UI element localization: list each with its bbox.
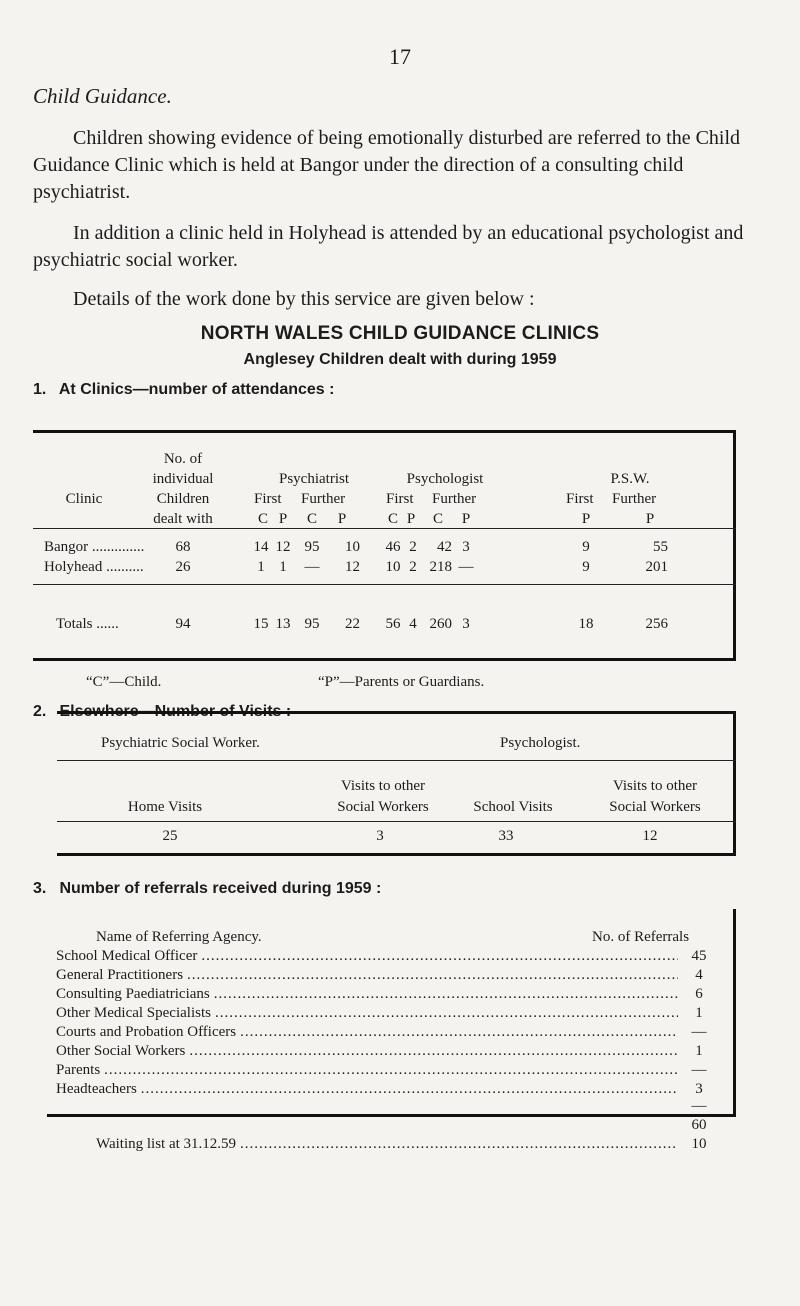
row-children: 68 [175, 539, 191, 555]
leader-dots [215, 1005, 678, 1022]
row-value: 95 [304, 539, 320, 555]
row-value: 2 [409, 559, 417, 575]
referral-count: 6 [695, 986, 703, 1002]
total-referrals: 60 [691, 1117, 707, 1133]
list-item [56, 948, 716, 965]
totals-value: 3 [462, 616, 470, 632]
header-psychiatrist-further: Further [301, 491, 346, 507]
list-item [56, 1062, 716, 1079]
heading-clinics: NORTH WALES CHILD GUIDANCE CLINICS [200, 323, 600, 344]
row-clinic: Bangor .............. [44, 539, 145, 555]
section1-heading [33, 381, 334, 399]
totals-value: 13 [275, 616, 291, 632]
agency-name: Courts and Probation Officers [56, 1024, 237, 1040]
waiting-list-label: Waiting list at 31.12.59 [96, 1136, 237, 1152]
list-item [56, 1081, 716, 1098]
header-psw-first: First [566, 491, 594, 507]
totals-value: 94 [175, 616, 191, 632]
value-home-visits: 25 [162, 828, 178, 844]
header-children-3: Children [156, 491, 210, 507]
value-school-visits: 33 [498, 828, 514, 844]
key-parents: “P”—Parents or Guardians. [318, 674, 485, 690]
list-item [56, 967, 716, 984]
row-value: 46 [385, 539, 401, 555]
row-children: 26 [175, 559, 191, 575]
header-children-1: No. of [163, 451, 203, 467]
row-value: 218 [429, 559, 452, 575]
row-value: 55 [653, 539, 668, 555]
totals-label-text: Totals [56, 616, 93, 632]
header-clinic: Clinic [65, 491, 103, 507]
header-p: P [278, 511, 288, 527]
section3-title: Number of referrals received during 1959 : [59, 880, 382, 897]
paragraph-holyhead-text: In addition a clinic held in Holyhead is attended by an educational psychologist and psychiatric social worker. [33, 222, 744, 271]
header-c: C [387, 511, 398, 527]
row-clinic-label: Holyhead [44, 559, 103, 575]
referral-count: — [691, 1024, 707, 1040]
row-value: 1 [257, 559, 265, 575]
referral-count: 1 [695, 1043, 703, 1059]
header-other-sw2-1: Visits to other [612, 778, 698, 794]
referral-count: 3 [695, 1081, 703, 1097]
row-value: 10 [345, 539, 360, 555]
row-value: — [458, 559, 474, 575]
section1-number: 1. [33, 381, 47, 398]
header-home-visits: Home Visits [127, 799, 203, 815]
leader-dots [214, 986, 678, 1003]
agency-name: School Medical Officer [56, 948, 198, 964]
row-value: — [304, 559, 320, 575]
value-other-sw2: 12 [642, 828, 658, 844]
heading-subtitle: Anglesey Children dealt with during 1959 [243, 351, 557, 368]
header-school-visits: School Visits [473, 799, 553, 815]
section3-number: 3. [33, 880, 47, 897]
agency-name: Headteachers [56, 1081, 137, 1097]
agency-name: Other Social Workers [56, 1043, 186, 1059]
leader-dots [189, 1043, 678, 1060]
header-p: P [337, 511, 347, 527]
agency-name: Other Medical Specialists [56, 1005, 211, 1021]
paragraph-details [33, 286, 763, 313]
total-rule: — [691, 1098, 707, 1114]
row-value: 12 [345, 559, 360, 575]
section1-title: At Clinics—number of attendances : [58, 381, 335, 398]
section-title: Child Guidance. [33, 84, 172, 108]
paragraph-intro-text: Children showing evidence of being emotionally disturbed are referred to the Child Guidance Clinic which is held at Bangor under the direction of a consulting child psychiatrist. [33, 127, 741, 203]
row-value: 14 [253, 539, 269, 555]
header-other-sw2-2: Social Workers [609, 799, 701, 815]
group-psw: Psychiatric Social Worker. [101, 735, 260, 751]
row-value: 42 [437, 539, 452, 555]
header-psw: P.S.W. [610, 471, 650, 487]
referral-count: — [691, 1062, 707, 1078]
key-child: “C”—Child. [86, 674, 162, 690]
header-c: C [306, 511, 317, 527]
section2-number: 2. [33, 703, 47, 720]
header-agency: Name of Referring Agency. [96, 929, 262, 945]
header-p: P [406, 511, 416, 527]
paragraph-holyhead [33, 220, 763, 274]
waiting-list-count: 10 [691, 1136, 707, 1152]
waiting-list-row [96, 1136, 716, 1153]
header-c: C [257, 511, 268, 527]
header-psychiatrist: Psychiatrist [279, 471, 349, 487]
totals-value: 4 [409, 616, 417, 632]
row-clinic-label: Bangor [44, 539, 89, 555]
agency-name: General Practitioners [56, 967, 184, 983]
leader-dots [240, 1024, 678, 1041]
leader-dots [201, 948, 678, 965]
table-divider [57, 760, 736, 761]
list-item [56, 1005, 716, 1022]
row-value: 2 [409, 539, 417, 555]
header-other-sw-2: Social Workers [337, 799, 429, 815]
totals-value: 15 [253, 616, 269, 632]
paragraph-details-text: Details of the work done by this service are given below : [73, 288, 535, 310]
totals-label: Totals ...... [56, 616, 119, 632]
leader-dots [104, 1062, 678, 1079]
row-value: 9 [582, 559, 590, 575]
referral-count: 1 [695, 1005, 703, 1021]
header-psychologist-first: First [386, 491, 414, 507]
section2-title: Elsewhere—Number of Visits : [59, 703, 292, 720]
header-other-sw-1: Visits to other [340, 778, 426, 794]
list-item [56, 1043, 716, 1060]
referral-count: 45 [691, 948, 707, 964]
table-divider [57, 821, 736, 822]
totals-value: 256 [645, 616, 668, 632]
header-c: C [432, 511, 443, 527]
section3-heading [33, 880, 381, 898]
row-value: 9 [582, 539, 590, 555]
leader-dots [187, 967, 678, 984]
referral-count: 4 [695, 967, 703, 983]
table-divider [33, 528, 736, 529]
group-psychologist: Psychologist. [500, 735, 581, 751]
header-psw-further: Further [612, 491, 657, 507]
header-psychologist: Psychologist [406, 471, 484, 487]
list-item [56, 986, 716, 1003]
header-p: P [461, 511, 471, 527]
page-number: 17 [389, 44, 411, 69]
agency-name: Parents [56, 1062, 101, 1078]
totals-value: 95 [304, 616, 320, 632]
header-p: P [581, 511, 591, 527]
row-value: 1 [279, 559, 287, 575]
agency-name: Consulting Paediatricians [56, 986, 210, 1002]
header-psychiatrist-first: First [254, 491, 282, 507]
header-p: P [645, 511, 655, 527]
row-value: 201 [645, 559, 668, 575]
table-divider [33, 584, 736, 585]
header-children-2: individual [152, 471, 214, 487]
row-value: 12 [275, 539, 291, 555]
row-value: 3 [462, 539, 470, 555]
row-clinic: Holyhead .......... [44, 559, 144, 575]
leader-dots [240, 1136, 678, 1153]
paragraph-intro [33, 125, 763, 206]
totals-value: 260 [429, 616, 452, 632]
header-psychologist-further: Further [432, 491, 477, 507]
totals-value: 18 [578, 616, 594, 632]
row-value: 10 [385, 559, 401, 575]
header-referrals: No. of Referrals [592, 929, 690, 945]
totals-value: 56 [385, 616, 401, 632]
header-children-4: dealt with [153, 511, 213, 527]
list-item [56, 1024, 716, 1041]
value-other-sw: 3 [376, 828, 384, 844]
totals-value: 22 [345, 616, 360, 632]
leader-dots [141, 1081, 678, 1098]
